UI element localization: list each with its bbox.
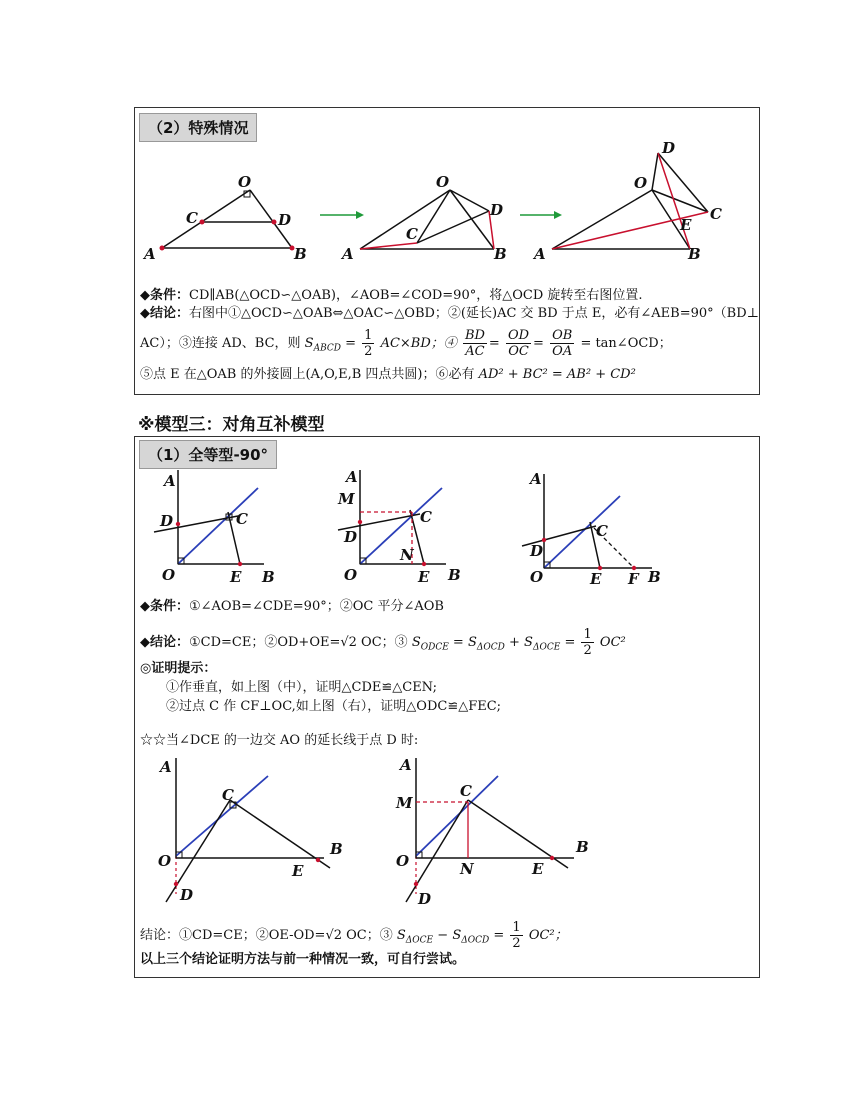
figure-e — [395, 756, 589, 908]
label-E: E — [680, 216, 692, 234]
final-note: 以上三个结论证明方法与前一种情况一致，可自行尝试。 — [140, 952, 466, 967]
label-D: D — [662, 139, 676, 157]
figure-b — [337, 468, 461, 586]
figure-d — [158, 758, 343, 904]
congruent-condition: ◆条件：①∠AOB=∠CDE=90°；②OC 平分∠AOB — [140, 599, 444, 614]
label-E: E — [292, 862, 304, 880]
proof-hint-1: ①作垂直，如上图（中），证明△CDE≌△CEN; — [166, 680, 437, 695]
label-O: O — [396, 852, 410, 870]
label-N: N — [400, 546, 414, 564]
special-case-figures — [134, 135, 758, 265]
label-O: O — [162, 566, 176, 584]
label-B: B — [648, 568, 661, 586]
label-B: B — [494, 245, 507, 263]
special-conclusion-1: ◆结论：右图中①△OCD∽△OAB⇔△OAC∽△OBD；②(延长)AC 交 BD 于点 E，必有∠AEB=90°（BD⊥ — [140, 306, 759, 321]
label-A: A — [534, 245, 546, 263]
label-C: C — [710, 205, 722, 223]
label-M: M — [338, 490, 355, 508]
label-F: F — [628, 570, 639, 588]
model3-title: ※模型三：对角互补模型 — [138, 415, 325, 435]
figure-1 — [142, 173, 307, 263]
figure-a — [154, 470, 275, 586]
congruent-90-tag: （1）全等型-90° — [139, 440, 277, 469]
label-A: A — [346, 468, 358, 486]
label-A: A — [160, 758, 172, 776]
label-O: O — [436, 173, 450, 191]
label-E: E — [532, 860, 544, 878]
label-O: O — [158, 852, 172, 870]
special-case-tag: （2）特殊情况 — [139, 113, 257, 142]
label-A: A — [164, 472, 176, 490]
label-C: C — [406, 225, 418, 243]
label-A: A — [144, 245, 156, 263]
label-A: A — [342, 245, 354, 263]
proof-hint-2: ②过点 C 作 CF⊥OC,如上图（右），证明△ODC≌△FEC; — [166, 699, 502, 714]
label-E: E — [230, 568, 242, 586]
label-A: A — [530, 470, 542, 488]
special-conclusion-3: ⑤点 E 在△OAB 的外接圆上(A,O,E,B 四点共圆)；⑥必有 AD² + BC² = AB² + CD² — [140, 367, 636, 382]
label-B: B — [262, 568, 275, 586]
label-D: D — [530, 542, 544, 560]
label-C: C — [420, 508, 432, 526]
label-A: A — [400, 756, 412, 774]
special-conclusion-2: AC）；③连接 AD、BC，则 $S_{ABCD}$ = $\frac{1}{2}$ AC×BD；④ $\frac{BD}{AC}$ = $\frac{OD}{OC}$ = $\frac{OB}{OA}$ = tan∠OCD； — [140, 328, 672, 359]
figure-3 — [532, 139, 722, 263]
label-C: C — [236, 510, 248, 528]
label-C: C — [186, 209, 198, 227]
label-D: D — [418, 890, 432, 908]
star-note: ☆☆当∠DCE 的一边交 AO 的延长线于点 D 时: — [140, 733, 419, 748]
label-B: B — [576, 838, 589, 856]
label-O: O — [344, 566, 358, 584]
label-B: B — [688, 245, 701, 263]
label-O: O — [238, 173, 252, 191]
label-M: M — [396, 794, 413, 812]
final-conclusion: 结论：①CD=CE；②OE-OD=√2 OC；③ $S_{\Delta OCE} - S_{\Delta OCD}$ = $\frac{1}{2}$ OC²； — [140, 920, 568, 951]
label-O: O — [634, 174, 648, 192]
label-D: D — [180, 886, 194, 904]
label-B: B — [294, 245, 307, 263]
special-condition: ◆条件：CD∥AB(△OCD∽△OAB)，∠AOB=∠COD=90°，将△OCD 旋转至右图位置. — [140, 288, 643, 303]
label-C: C — [222, 786, 234, 804]
proof-title: ◎证明提示： — [140, 661, 217, 676]
label-O: O — [530, 568, 544, 586]
label-E: E — [418, 568, 430, 586]
label-B: B — [448, 566, 461, 584]
label-C: C — [596, 522, 608, 540]
label-D: D — [490, 201, 504, 219]
label-D: D — [160, 512, 174, 530]
label-B: B — [330, 840, 343, 858]
label-D: D — [278, 211, 292, 229]
congruent-figures-top — [134, 460, 758, 590]
congruent-figures-bottom — [134, 748, 758, 918]
label-N: N — [460, 860, 474, 878]
figure-c — [522, 470, 661, 588]
label-E: E — [590, 570, 602, 588]
label-C: C — [460, 782, 472, 800]
label-D: D — [344, 528, 358, 546]
figure-2 — [340, 173, 507, 263]
congruent-conclusion: ◆结论：①CD=CE；②OD+OE=√2 OC；③ $S_{ODCE} = S_{\Delta OCD} + S_{\Delta OCE}$ = $\frac{1}{2}$ OC² — [140, 627, 626, 658]
